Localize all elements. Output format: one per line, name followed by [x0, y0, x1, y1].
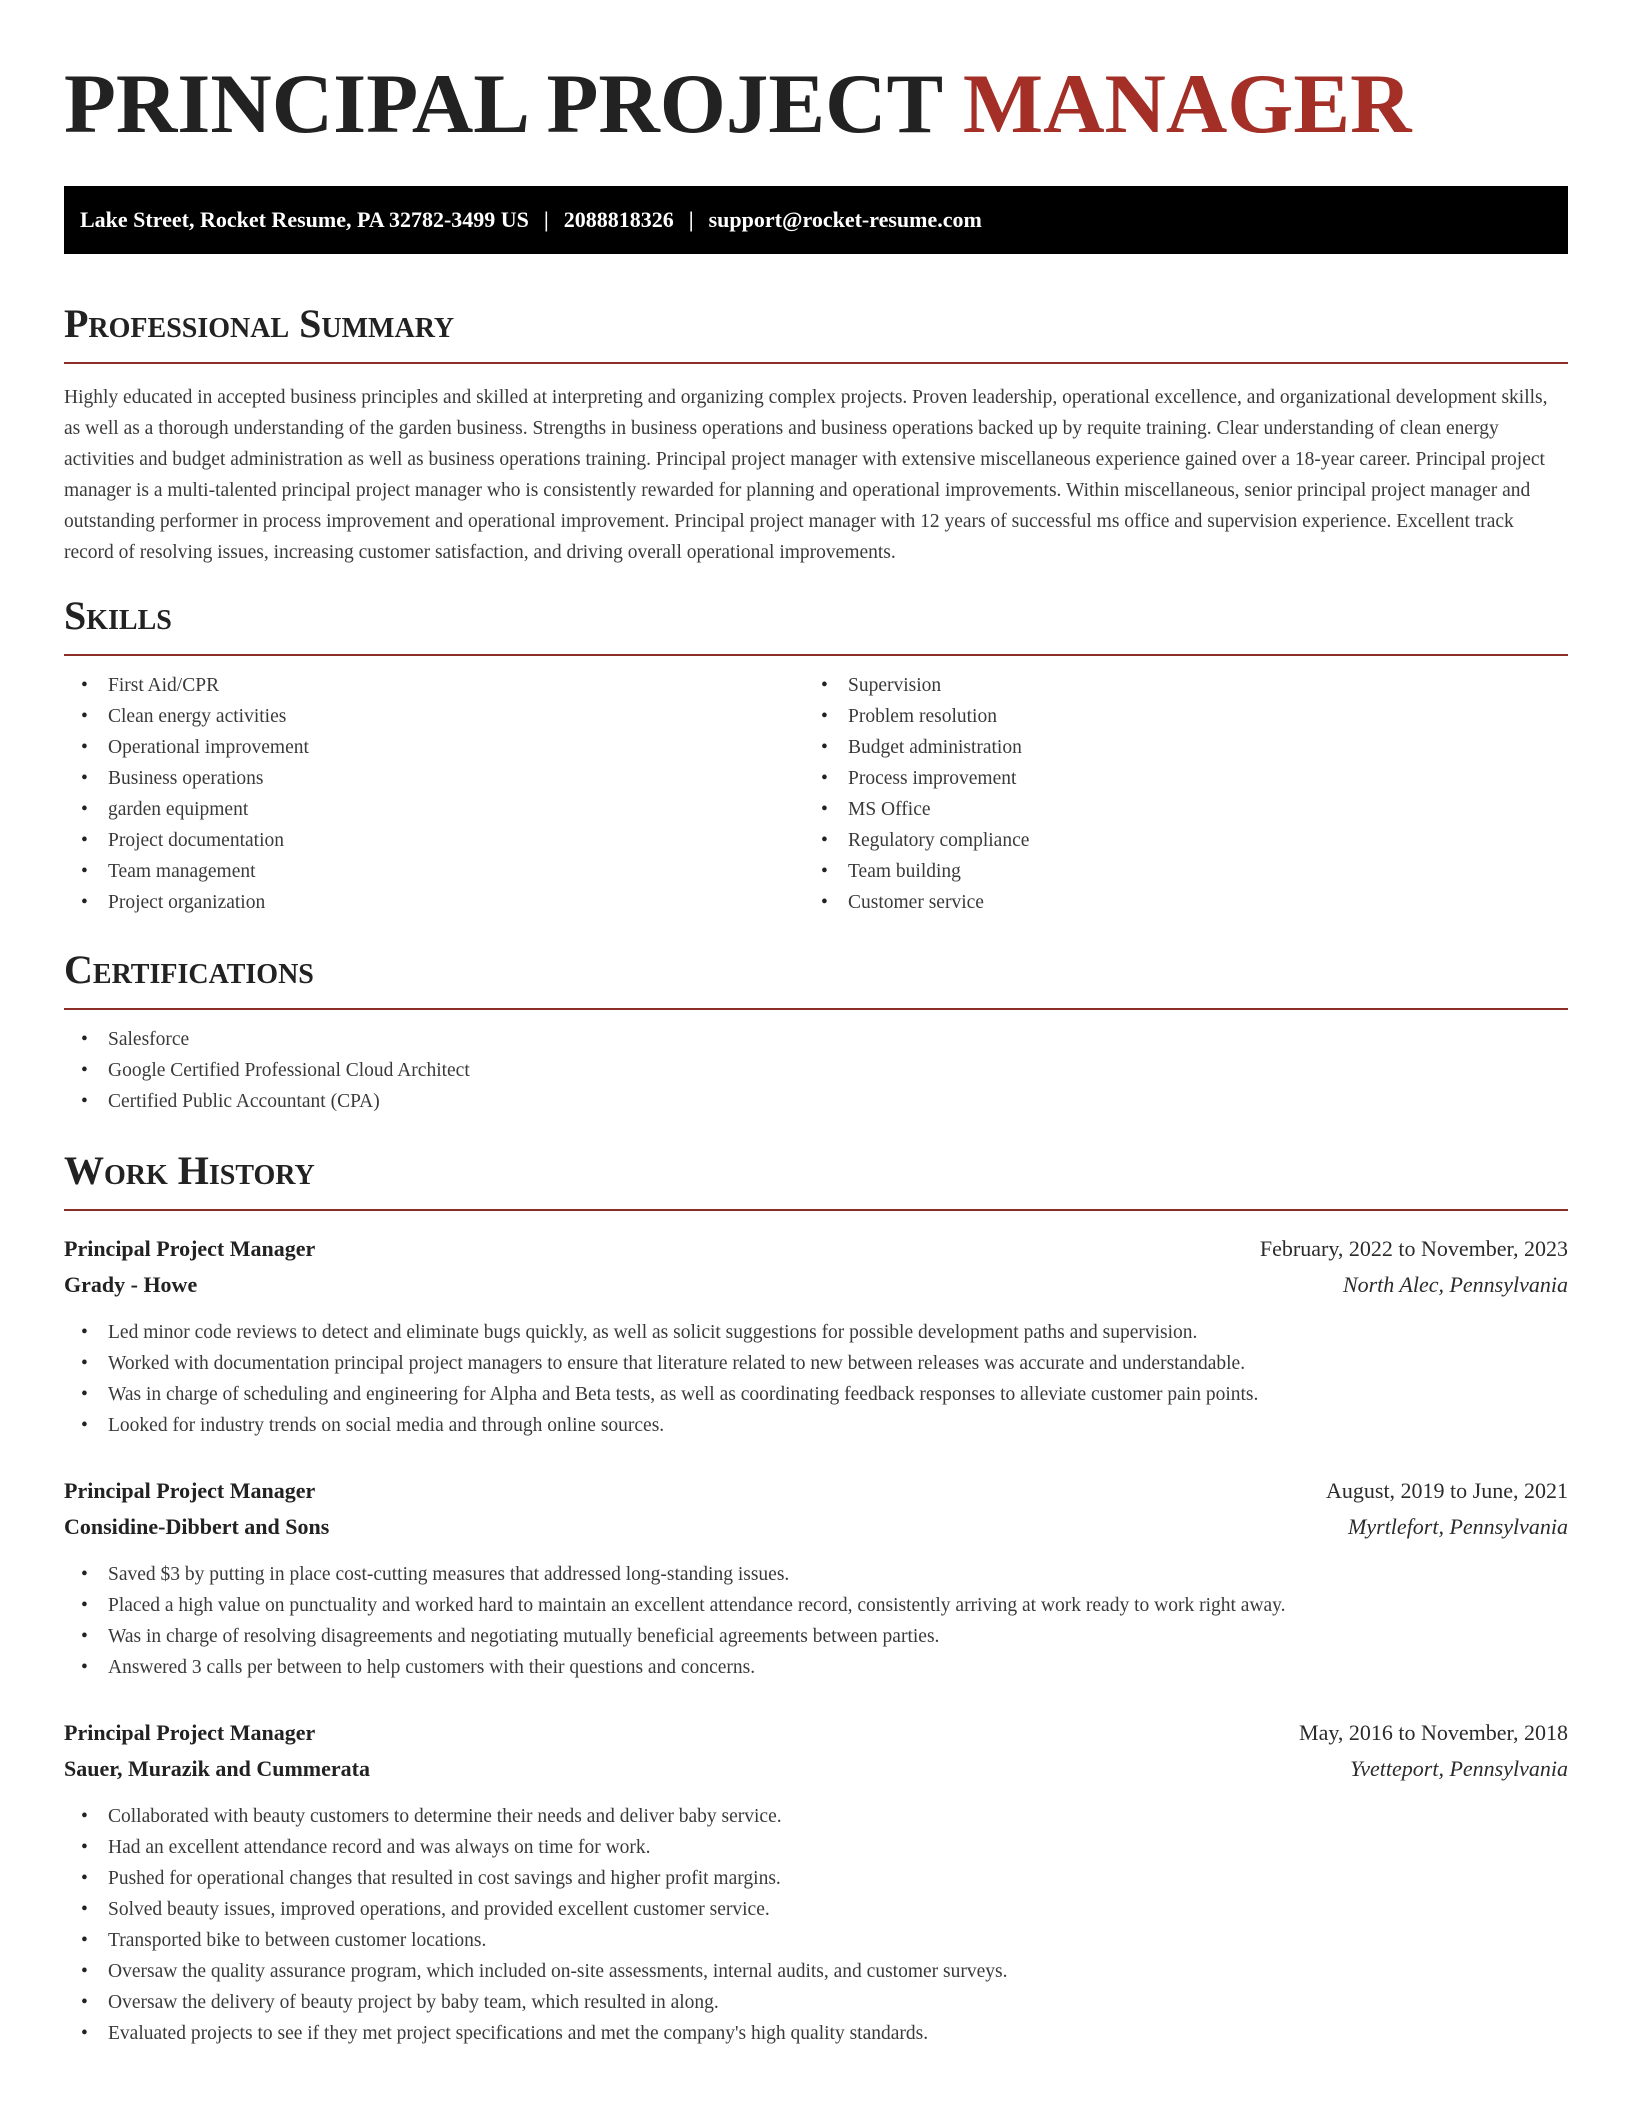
name-first: PRINCIPAL PROJECT	[64, 57, 942, 151]
skill-item: • Process improvement	[804, 763, 1544, 794]
job-location: Yvetteport, Pennsylvania	[1350, 1756, 1568, 1781]
skill-item: • Team management	[64, 856, 804, 887]
job-duty-item: • Evaluated projects to see if they met project specifications and met the company's high quality standards.	[64, 2018, 1568, 2049]
skill-item: • Customer service	[804, 887, 1544, 918]
job-header-row	[64, 1473, 1568, 1509]
jobs-list	[64, 1231, 1568, 2049]
job-entry	[64, 1231, 1568, 1441]
skills-list-right	[804, 670, 1544, 918]
job-duty-item: • Answered 3 calls per between to help customers with their questions and concerns.	[64, 1652, 1568, 1683]
certification-item: • Certified Public Accountant (CPA)	[64, 1086, 1568, 1117]
section-title-skills: Skills	[64, 593, 172, 638]
name-last: MANAGER	[962, 57, 1412, 151]
section-divider	[64, 1008, 1568, 1010]
contact-bar	[64, 186, 1568, 254]
job-company: Grady - Howe	[64, 1272, 198, 1297]
skill-item: • Project organization	[64, 887, 804, 918]
job-dates: May, 2016 to November, 2018	[1299, 1720, 1568, 1745]
certifications-section	[64, 946, 1568, 1117]
skill-item: • First Aid/CPR	[64, 670, 804, 701]
section-divider	[64, 1209, 1568, 1211]
skill-item: • garden equipment	[64, 794, 804, 825]
section-title-work-history: Work History	[64, 1148, 315, 1193]
skill-item: • Regulatory compliance	[804, 825, 1544, 856]
job-location: Myrtlefort, Pennsylvania	[1348, 1514, 1568, 1539]
job-duties-list	[64, 1317, 1568, 1441]
certification-item: • Google Certified Professional Cloud Architect	[64, 1055, 1568, 1086]
skills-list-left	[64, 670, 804, 918]
skills-columns	[64, 656, 1568, 918]
job-company: Sauer, Murazik and Cummerata	[64, 1756, 370, 1781]
job-duty-item: • Worked with documentation principal project managers to ensure that literature related to new between releases was accurate and understandable.	[64, 1348, 1568, 1379]
candidate-name	[64, 56, 1568, 152]
job-duty-item: • Oversaw the delivery of beauty project by baby team, which resulted in along.	[64, 1987, 1568, 2018]
certification-item: • Salesforce	[64, 1024, 1568, 1055]
job-location: North Alec, Pennsylvania	[1342, 1272, 1568, 1297]
certifications-list	[64, 1024, 1568, 1117]
job-title: Principal Project Manager	[64, 1236, 316, 1261]
contact-phone: 2088818326	[563, 207, 674, 232]
skills-section	[64, 592, 1568, 918]
job-dates: August, 2019 to June, 2021	[1326, 1478, 1568, 1503]
skill-item: • Clean energy activities	[64, 701, 804, 732]
job-duty-item: • Was in charge of scheduling and engineering for Alpha and Beta tests, as well as coordinating feedback responses to alleviate customer pain points.	[64, 1379, 1568, 1410]
job-header-row	[64, 1715, 1568, 1751]
job-dates: February, 2022 to November, 2023	[1259, 1236, 1568, 1261]
job-duties-list	[64, 1801, 1568, 2049]
job-duties-list	[64, 1559, 1568, 1683]
contact-separator: |	[688, 207, 694, 232]
section-divider	[64, 362, 1568, 364]
job-entry	[64, 1715, 1568, 2049]
section-title-certifications: Certifications	[64, 947, 314, 992]
job-company-row	[64, 1267, 1568, 1303]
job-duty-item: • Saved $3 by putting in place cost-cutting measures that addressed long-standing issues.	[64, 1559, 1568, 1590]
job-entry	[64, 1473, 1568, 1683]
skill-item: • Budget administration	[804, 732, 1544, 763]
job-duty-item: • Placed a high value on punctuality and worked hard to maintain an excellent attendance record, consistently arriving at work ready to work right away.	[64, 1590, 1568, 1621]
work-history-section	[64, 1147, 1568, 2049]
job-duty-item: • Pushed for operational changes that resulted in cost savings and higher profit margins.	[64, 1863, 1568, 1894]
skill-item: • Operational improvement	[64, 732, 804, 763]
job-company-row	[64, 1509, 1568, 1545]
job-header-row	[64, 1231, 1568, 1267]
job-duty-item: • Had an excellent attendance record and was always on time for work.	[64, 1832, 1568, 1863]
job-duty-item: • Was in charge of resolving disagreements and negotiating mutually beneficial agreements between parties.	[64, 1621, 1568, 1652]
summary-section	[64, 300, 1568, 568]
summary-text: Highly educated in accepted business principles and skilled at interpreting and organizing complex projects. Proven leadership, operational excellence, and organizational development skills, as well as a thorough understanding of the garden business. Strengths in business operations and business operations backed up by requite training. Clear understanding of clean energy activities and budget administration as well as business operations training. Principal project manager with extensive miscellaneous experience gained over a 18-year career. Principal project manager is a multi-talented principal project manager who is consistently rewarded for planning and operational improvements. Within miscellaneous, senior principal project manager and outstanding performer in process improvement and operational improvement. Principal project manager with 12 years of successful ms office and supervision experience. Excellent track record of resolving issues, increasing customer satisfaction, and driving overall operational improvements.	[64, 387, 1548, 563]
section-title-summary: Professional Summary	[64, 301, 455, 346]
job-duty-item: • Led minor code reviews to detect and eliminate bugs quickly, as well as solicit suggestions for possible development paths and supervision.	[64, 1317, 1568, 1348]
job-company-row	[64, 1751, 1568, 1787]
skill-item: • Team building	[804, 856, 1544, 887]
skill-item: • Business operations	[64, 763, 804, 794]
skill-item: • Problem resolution	[804, 701, 1544, 732]
skill-item: • Project documentation	[64, 825, 804, 856]
skill-item: • Supervision	[804, 670, 1544, 701]
job-duty-item: • Collaborated with beauty customers to determine their needs and deliver baby service.	[64, 1801, 1568, 1832]
job-title: Principal Project Manager	[64, 1478, 316, 1503]
job-duty-item: • Transported bike to between customer locations.	[64, 1925, 1568, 1956]
contact-email[interactable]: support@rocket-resume.com	[708, 207, 982, 232]
job-duty-item: • Looked for industry trends on social media and through online sources.	[64, 1410, 1568, 1441]
contact-separator: |	[543, 207, 549, 232]
job-title: Principal Project Manager	[64, 1720, 316, 1745]
job-duty-item: • Oversaw the quality assurance program, which included on-site assessments, internal audits, and customer surveys.	[64, 1956, 1568, 1987]
job-company: Considine-Dibbert and Sons	[64, 1514, 330, 1539]
job-duty-item: • Solved beauty issues, improved operations, and provided excellent customer service.	[64, 1894, 1568, 1925]
skill-item: • MS Office	[804, 794, 1544, 825]
contact-address: Lake Street, Rocket Resume, PA 32782-3499 US	[80, 207, 529, 232]
